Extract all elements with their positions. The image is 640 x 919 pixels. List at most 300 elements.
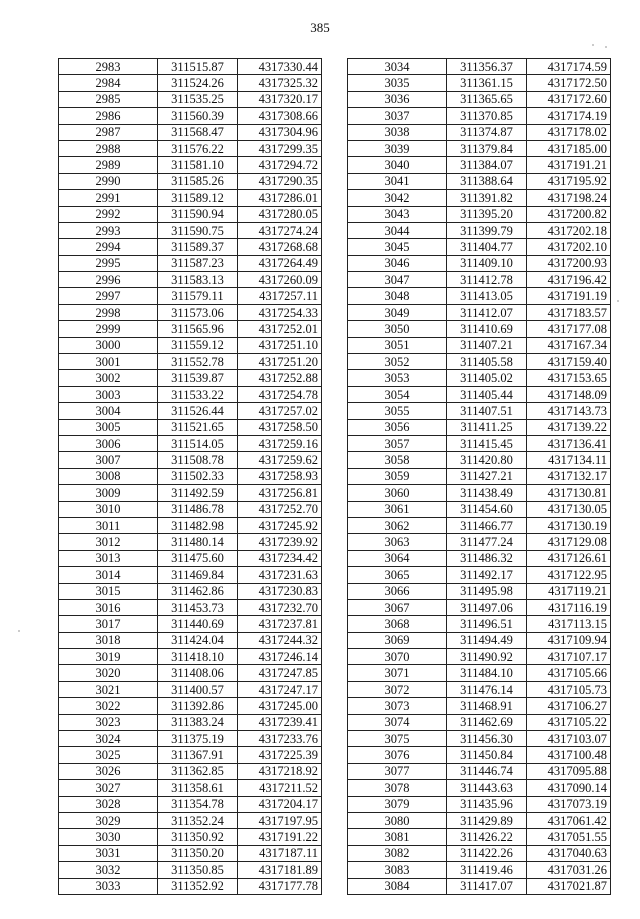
y-coordinate-cell: 4317252.01 xyxy=(238,321,322,337)
table-row xyxy=(59,468,322,484)
y-coordinate-cell: 4317130.19 xyxy=(527,517,611,533)
x-coordinate-cell: 311388.64 xyxy=(447,173,527,189)
y-coordinate-cell: 4317258.50 xyxy=(238,419,322,435)
point-number-cell: 3044 xyxy=(348,222,447,238)
point-number-cell: 3036 xyxy=(348,91,447,107)
y-coordinate-cell: 4317134.11 xyxy=(527,452,611,468)
y-coordinate-cell: 4317191.21 xyxy=(527,157,611,173)
table-row xyxy=(348,419,611,435)
x-coordinate-cell: 311585.26 xyxy=(158,173,238,189)
table-row xyxy=(348,780,611,796)
point-number-cell: 3047 xyxy=(348,272,447,288)
table-row xyxy=(348,517,611,533)
x-coordinate-cell: 311370.85 xyxy=(447,108,527,124)
y-coordinate-cell: 4317107.17 xyxy=(527,649,611,665)
point-number-cell: 2987 xyxy=(59,124,158,140)
y-coordinate-cell: 4317247.85 xyxy=(238,665,322,681)
point-number-cell: 3077 xyxy=(348,763,447,779)
x-coordinate-cell: 311411.25 xyxy=(447,419,527,435)
table-row xyxy=(59,272,322,288)
y-coordinate-cell: 4317139.22 xyxy=(527,419,611,435)
y-coordinate-cell: 4317239.92 xyxy=(238,534,322,550)
x-coordinate-cell: 311429.89 xyxy=(447,812,527,828)
page-number: 385 xyxy=(310,20,330,35)
x-coordinate-cell: 311384.07 xyxy=(447,157,527,173)
y-coordinate-cell: 4317159.40 xyxy=(527,354,611,370)
table-row xyxy=(59,59,322,75)
x-coordinate-cell: 311420.80 xyxy=(447,452,527,468)
point-number-cell: 3082 xyxy=(348,845,447,861)
table-row xyxy=(348,714,611,730)
y-coordinate-cell: 4317244.32 xyxy=(238,632,322,648)
y-coordinate-cell: 4317258.93 xyxy=(238,468,322,484)
point-number-cell: 3039 xyxy=(348,140,447,156)
x-coordinate-cell: 311466.77 xyxy=(447,517,527,533)
table-row xyxy=(59,239,322,255)
y-coordinate-cell: 4317274.24 xyxy=(238,222,322,238)
table-row xyxy=(59,567,322,583)
table-row xyxy=(348,108,611,124)
x-coordinate-cell: 311533.22 xyxy=(158,386,238,402)
point-number-cell: 3021 xyxy=(59,681,158,697)
x-coordinate-cell: 311477.24 xyxy=(447,534,527,550)
table-row xyxy=(348,485,611,501)
table-row xyxy=(59,124,322,140)
point-number-cell: 3040 xyxy=(348,157,447,173)
table-row xyxy=(59,255,322,271)
point-number-cell: 3030 xyxy=(59,829,158,845)
x-coordinate-cell: 311486.32 xyxy=(447,550,527,566)
x-coordinate-cell: 311413.05 xyxy=(447,288,527,304)
point-number-cell: 2986 xyxy=(59,108,158,124)
y-coordinate-cell: 4317330.44 xyxy=(238,59,322,75)
x-coordinate-cell: 311440.69 xyxy=(158,616,238,632)
point-number-cell: 3054 xyxy=(348,386,447,402)
y-coordinate-cell: 4317247.17 xyxy=(238,681,322,697)
table-row xyxy=(348,288,611,304)
table-row xyxy=(348,812,611,828)
point-number-cell: 3066 xyxy=(348,583,447,599)
table-row xyxy=(59,501,322,517)
y-coordinate-cell: 4317021.87 xyxy=(527,878,611,894)
point-number-cell: 2996 xyxy=(59,272,158,288)
point-number-cell: 3052 xyxy=(348,354,447,370)
x-coordinate-cell: 311417.07 xyxy=(447,878,527,894)
x-coordinate-cell: 311468.91 xyxy=(447,698,527,714)
table-row xyxy=(59,354,322,370)
x-coordinate-cell: 311568.47 xyxy=(158,124,238,140)
table-row xyxy=(59,419,322,435)
point-number-cell: 3065 xyxy=(348,567,447,583)
y-coordinate-cell: 4317105.22 xyxy=(527,714,611,730)
y-coordinate-cell: 4317109.94 xyxy=(527,632,611,648)
table-row xyxy=(348,435,611,451)
y-coordinate-cell: 4317251.10 xyxy=(238,337,322,353)
coordinates-table-right xyxy=(347,58,611,895)
point-number-cell: 3070 xyxy=(348,649,447,665)
point-number-cell: 2990 xyxy=(59,173,158,189)
x-coordinate-cell: 311354.78 xyxy=(158,796,238,812)
table-row xyxy=(59,878,322,894)
point-number-cell: 3033 xyxy=(59,878,158,894)
y-coordinate-cell: 4317211.52 xyxy=(238,780,322,796)
table-row xyxy=(59,173,322,189)
table-row xyxy=(59,599,322,615)
point-number-cell: 3023 xyxy=(59,714,158,730)
table-row xyxy=(348,550,611,566)
point-number-cell: 3013 xyxy=(59,550,158,566)
table-row xyxy=(59,157,322,173)
point-number-cell: 3024 xyxy=(59,731,158,747)
x-coordinate-cell: 311405.44 xyxy=(447,386,527,402)
table-row xyxy=(59,731,322,747)
point-number-cell: 3008 xyxy=(59,468,158,484)
table-row xyxy=(348,731,611,747)
point-number-cell: 3056 xyxy=(348,419,447,435)
x-coordinate-cell: 311524.26 xyxy=(158,75,238,91)
x-coordinate-cell: 311395.20 xyxy=(447,206,527,222)
x-coordinate-cell: 311412.07 xyxy=(447,304,527,320)
point-number-cell: 3016 xyxy=(59,599,158,615)
x-coordinate-cell: 311410.69 xyxy=(447,321,527,337)
point-number-cell: 3045 xyxy=(348,239,447,255)
scan-speck xyxy=(592,44,594,46)
x-coordinate-cell: 311412.78 xyxy=(447,272,527,288)
y-coordinate-cell: 4317073.19 xyxy=(527,796,611,812)
y-coordinate-cell: 4317204.17 xyxy=(238,796,322,812)
x-coordinate-cell: 311427.21 xyxy=(447,468,527,484)
x-coordinate-cell: 311407.21 xyxy=(447,337,527,353)
table-row xyxy=(348,747,611,763)
point-number-cell: 3041 xyxy=(348,173,447,189)
x-coordinate-cell: 311508.78 xyxy=(158,452,238,468)
scan-speck xyxy=(605,46,607,48)
y-coordinate-cell: 4317218.92 xyxy=(238,763,322,779)
y-coordinate-cell: 4317256.81 xyxy=(238,485,322,501)
table-row xyxy=(348,124,611,140)
x-coordinate-cell: 311583.13 xyxy=(158,272,238,288)
table-row xyxy=(59,763,322,779)
table-row xyxy=(348,796,611,812)
x-coordinate-cell: 311435.96 xyxy=(447,796,527,812)
point-number-cell: 3053 xyxy=(348,370,447,386)
y-coordinate-cell: 4317259.16 xyxy=(238,435,322,451)
x-coordinate-cell: 311450.84 xyxy=(447,747,527,763)
table-row xyxy=(348,681,611,697)
table-row xyxy=(59,140,322,156)
x-coordinate-cell: 311514.05 xyxy=(158,435,238,451)
point-number-cell: 3048 xyxy=(348,288,447,304)
y-coordinate-cell: 4317185.00 xyxy=(527,140,611,156)
y-coordinate-cell: 4317106.27 xyxy=(527,698,611,714)
point-number-cell: 3010 xyxy=(59,501,158,517)
table-row xyxy=(59,649,322,665)
point-number-cell: 3019 xyxy=(59,649,158,665)
point-number-cell: 3015 xyxy=(59,583,158,599)
point-number-cell: 3012 xyxy=(59,534,158,550)
y-coordinate-cell: 4317251.20 xyxy=(238,354,322,370)
y-coordinate-cell: 4317119.21 xyxy=(527,583,611,599)
point-number-cell: 2992 xyxy=(59,206,158,222)
point-number-cell: 3051 xyxy=(348,337,447,353)
y-coordinate-cell: 4317234.42 xyxy=(238,550,322,566)
point-number-cell: 3034 xyxy=(348,59,447,75)
table-row xyxy=(59,75,322,91)
x-coordinate-cell: 311408.06 xyxy=(158,665,238,681)
y-coordinate-cell: 4317126.61 xyxy=(527,550,611,566)
y-coordinate-cell: 4317264.49 xyxy=(238,255,322,271)
x-coordinate-cell: 311526.44 xyxy=(158,403,238,419)
y-coordinate-cell: 4317280.05 xyxy=(238,206,322,222)
x-coordinate-cell: 311476.14 xyxy=(447,681,527,697)
x-coordinate-cell: 311399.79 xyxy=(447,222,527,238)
x-coordinate-cell: 311350.85 xyxy=(158,862,238,878)
point-number-cell: 3018 xyxy=(59,632,158,648)
x-coordinate-cell: 311407.51 xyxy=(447,403,527,419)
x-coordinate-cell: 311502.33 xyxy=(158,468,238,484)
x-coordinate-cell: 311576.22 xyxy=(158,140,238,156)
y-coordinate-cell: 4317320.17 xyxy=(238,91,322,107)
x-coordinate-cell: 311362.85 xyxy=(158,763,238,779)
x-coordinate-cell: 311535.25 xyxy=(158,91,238,107)
x-coordinate-cell: 311383.24 xyxy=(158,714,238,730)
y-coordinate-cell: 4317174.59 xyxy=(527,59,611,75)
point-number-cell: 3071 xyxy=(348,665,447,681)
x-coordinate-cell: 311400.57 xyxy=(158,681,238,697)
table-row xyxy=(59,698,322,714)
y-coordinate-cell: 4317090.14 xyxy=(527,780,611,796)
y-coordinate-cell: 4317233.76 xyxy=(238,731,322,747)
x-coordinate-cell: 311356.37 xyxy=(447,59,527,75)
point-number-cell: 3061 xyxy=(348,501,447,517)
x-coordinate-cell: 311480.14 xyxy=(158,534,238,550)
y-coordinate-cell: 4317031.26 xyxy=(527,862,611,878)
x-coordinate-cell: 311581.10 xyxy=(158,157,238,173)
point-number-cell: 3084 xyxy=(348,878,447,894)
table-row xyxy=(348,354,611,370)
y-coordinate-cell: 4317136.41 xyxy=(527,435,611,451)
y-coordinate-cell: 4317143.73 xyxy=(527,403,611,419)
x-coordinate-cell: 311469.84 xyxy=(158,567,238,583)
x-coordinate-cell: 311579.11 xyxy=(158,288,238,304)
table-row xyxy=(348,206,611,222)
point-number-cell: 3032 xyxy=(59,862,158,878)
y-coordinate-cell: 4317245.92 xyxy=(238,517,322,533)
x-coordinate-cell: 311352.92 xyxy=(158,878,238,894)
y-coordinate-cell: 4317181.89 xyxy=(238,862,322,878)
y-coordinate-cell: 4317103.07 xyxy=(527,731,611,747)
y-coordinate-cell: 4317040.63 xyxy=(527,845,611,861)
y-coordinate-cell: 4317299.35 xyxy=(238,140,322,156)
table-row xyxy=(348,190,611,206)
y-coordinate-cell: 4317260.09 xyxy=(238,272,322,288)
x-coordinate-cell: 311422.26 xyxy=(447,845,527,861)
table-row xyxy=(59,665,322,681)
x-coordinate-cell: 311424.04 xyxy=(158,632,238,648)
point-number-cell: 3017 xyxy=(59,616,158,632)
table-row xyxy=(59,108,322,124)
y-coordinate-cell: 4317132.17 xyxy=(527,468,611,484)
point-number-cell: 3003 xyxy=(59,386,158,402)
y-coordinate-cell: 4317268.68 xyxy=(238,239,322,255)
y-coordinate-cell: 4317202.18 xyxy=(527,222,611,238)
point-number-cell: 3076 xyxy=(348,747,447,763)
x-coordinate-cell: 311367.91 xyxy=(158,747,238,763)
point-number-cell: 2991 xyxy=(59,190,158,206)
point-number-cell: 3055 xyxy=(348,403,447,419)
table-row xyxy=(59,796,322,812)
y-coordinate-cell: 4317197.95 xyxy=(238,812,322,828)
table-row xyxy=(348,583,611,599)
y-coordinate-cell: 4317237.81 xyxy=(238,616,322,632)
y-coordinate-cell: 4317122.95 xyxy=(527,567,611,583)
x-coordinate-cell: 311492.17 xyxy=(447,567,527,583)
table-row xyxy=(348,534,611,550)
table-row xyxy=(348,632,611,648)
table-row xyxy=(348,599,611,615)
table-row xyxy=(348,763,611,779)
point-number-cell: 3083 xyxy=(348,862,447,878)
point-number-cell: 3060 xyxy=(348,485,447,501)
point-number-cell: 3005 xyxy=(59,419,158,435)
point-number-cell: 2995 xyxy=(59,255,158,271)
table-row xyxy=(59,714,322,730)
x-coordinate-cell: 311589.12 xyxy=(158,190,238,206)
point-number-cell: 3063 xyxy=(348,534,447,550)
point-number-cell: 3011 xyxy=(59,517,158,533)
point-number-cell: 3025 xyxy=(59,747,158,763)
table-row xyxy=(348,878,611,894)
x-coordinate-cell: 311521.65 xyxy=(158,419,238,435)
y-coordinate-cell: 4317195.92 xyxy=(527,173,611,189)
x-coordinate-cell: 311454.60 xyxy=(447,501,527,517)
y-coordinate-cell: 4317187.11 xyxy=(238,845,322,861)
x-coordinate-cell: 311560.39 xyxy=(158,108,238,124)
point-number-cell: 2999 xyxy=(59,321,158,337)
table-row xyxy=(59,206,322,222)
table-row xyxy=(59,534,322,550)
point-number-cell: 3029 xyxy=(59,812,158,828)
y-coordinate-cell: 4317294.72 xyxy=(238,157,322,173)
table-row xyxy=(348,75,611,91)
coordinates-table-left xyxy=(58,58,322,895)
y-coordinate-cell: 4317191.19 xyxy=(527,288,611,304)
table-row xyxy=(348,59,611,75)
x-coordinate-cell: 311539.87 xyxy=(158,370,238,386)
point-number-cell: 2993 xyxy=(59,222,158,238)
y-coordinate-cell: 4317231.63 xyxy=(238,567,322,583)
x-coordinate-cell: 311361.15 xyxy=(447,75,527,91)
table-row xyxy=(59,812,322,828)
x-coordinate-cell: 311590.94 xyxy=(158,206,238,222)
table-row xyxy=(348,403,611,419)
table-row xyxy=(348,386,611,402)
x-coordinate-cell: 311426.22 xyxy=(447,829,527,845)
y-coordinate-cell: 4317252.70 xyxy=(238,501,322,517)
y-coordinate-cell: 4317105.66 xyxy=(527,665,611,681)
point-number-cell: 3042 xyxy=(348,190,447,206)
table-row xyxy=(59,616,322,632)
point-number-cell: 3035 xyxy=(348,75,447,91)
table-row xyxy=(348,649,611,665)
table-row xyxy=(348,222,611,238)
y-coordinate-cell: 4317200.82 xyxy=(527,206,611,222)
x-coordinate-cell: 311462.69 xyxy=(447,714,527,730)
point-number-cell: 3020 xyxy=(59,665,158,681)
y-coordinate-cell: 4317257.11 xyxy=(238,288,322,304)
table-row xyxy=(59,747,322,763)
point-number-cell: 3026 xyxy=(59,763,158,779)
x-coordinate-cell: 311365.65 xyxy=(447,91,527,107)
point-number-cell: 3009 xyxy=(59,485,158,501)
table-row xyxy=(348,272,611,288)
table-row xyxy=(348,616,611,632)
x-coordinate-cell: 311352.24 xyxy=(158,812,238,828)
y-coordinate-cell: 4317095.88 xyxy=(527,763,611,779)
x-coordinate-cell: 311496.51 xyxy=(447,616,527,632)
point-number-cell: 3059 xyxy=(348,468,447,484)
point-number-cell: 3081 xyxy=(348,829,447,845)
table-row xyxy=(348,829,611,845)
y-coordinate-cell: 4317129.08 xyxy=(527,534,611,550)
table-row xyxy=(59,370,322,386)
table-row xyxy=(59,550,322,566)
point-number-cell: 3074 xyxy=(348,714,447,730)
table-row xyxy=(59,222,322,238)
y-coordinate-cell: 4317196.42 xyxy=(527,272,611,288)
x-coordinate-cell: 311552.78 xyxy=(158,354,238,370)
point-number-cell: 2994 xyxy=(59,239,158,255)
y-coordinate-cell: 4317100.48 xyxy=(527,747,611,763)
x-coordinate-cell: 311391.82 xyxy=(447,190,527,206)
table-row xyxy=(59,829,322,845)
point-number-cell: 3007 xyxy=(59,452,158,468)
x-coordinate-cell: 311375.19 xyxy=(158,731,238,747)
table-row xyxy=(59,190,322,206)
point-number-cell: 3022 xyxy=(59,698,158,714)
y-coordinate-cell: 4317239.41 xyxy=(238,714,322,730)
y-coordinate-cell: 4317148.09 xyxy=(527,386,611,402)
y-coordinate-cell: 4317105.73 xyxy=(527,681,611,697)
table-row xyxy=(59,386,322,402)
table-row xyxy=(348,468,611,484)
point-number-cell: 3062 xyxy=(348,517,447,533)
y-coordinate-cell: 4317290.35 xyxy=(238,173,322,189)
y-coordinate-cell: 4317259.62 xyxy=(238,452,322,468)
x-coordinate-cell: 311358.61 xyxy=(158,780,238,796)
x-coordinate-cell: 311515.87 xyxy=(158,59,238,75)
y-coordinate-cell: 4317178.02 xyxy=(527,124,611,140)
y-coordinate-cell: 4317232.70 xyxy=(238,599,322,615)
x-coordinate-cell: 311495.98 xyxy=(447,583,527,599)
table-row xyxy=(348,173,611,189)
y-coordinate-cell: 4317167.34 xyxy=(527,337,611,353)
x-coordinate-cell: 311587.23 xyxy=(158,255,238,271)
y-coordinate-cell: 4317113.15 xyxy=(527,616,611,632)
y-coordinate-cell: 4317191.22 xyxy=(238,829,322,845)
table-row xyxy=(59,862,322,878)
scan-speck xyxy=(617,300,619,302)
point-number-cell: 3067 xyxy=(348,599,447,615)
y-coordinate-cell: 4317130.81 xyxy=(527,485,611,501)
point-number-cell: 3058 xyxy=(348,452,447,468)
y-coordinate-cell: 4317245.00 xyxy=(238,698,322,714)
y-coordinate-cell: 4317183.57 xyxy=(527,304,611,320)
x-coordinate-cell: 311392.86 xyxy=(158,698,238,714)
point-number-cell: 3028 xyxy=(59,796,158,812)
y-coordinate-cell: 4317308.66 xyxy=(238,108,322,124)
x-coordinate-cell: 311446.74 xyxy=(447,763,527,779)
